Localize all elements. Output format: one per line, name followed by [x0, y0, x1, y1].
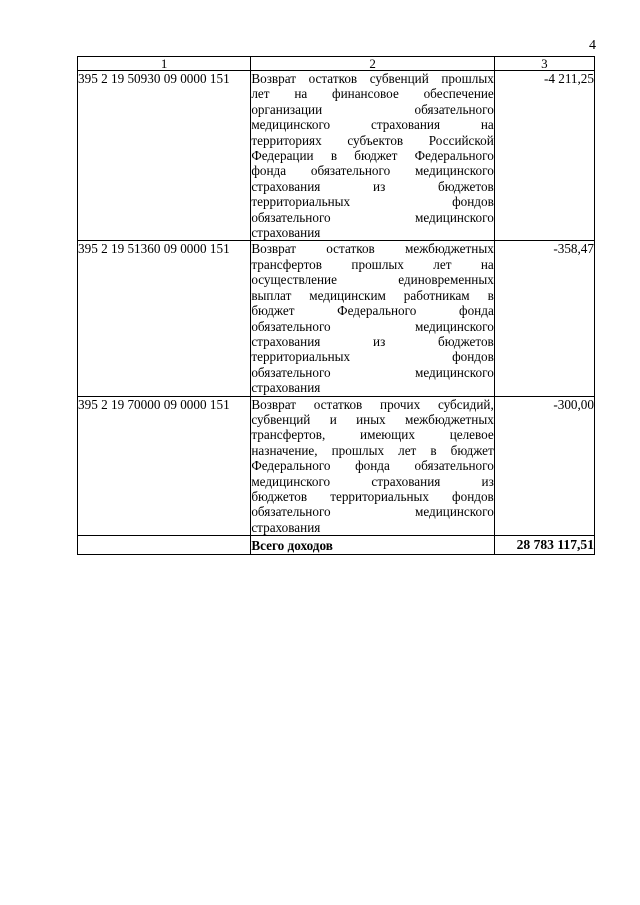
row-description — [251, 71, 494, 241]
description-line: Федерального фонда обязательного — [251, 458, 494, 474]
description-line: фонда обязательного медицинского — [251, 163, 494, 179]
row-description — [251, 241, 494, 396]
description-line: лет на финансовое обеспечение — [251, 86, 494, 102]
total-row — [78, 536, 595, 555]
description-line: территориях субъектов Российской — [251, 132, 494, 148]
row-code: 395 2 19 51360 09 0000 151 — [78, 241, 251, 396]
description-line: страхования — [251, 519, 321, 535]
description-line: Возврат остатков межбюджетных — [251, 241, 494, 257]
description-line: субвенций и иных межбюджетных — [251, 411, 494, 427]
column-header-3: 3 — [494, 57, 594, 71]
column-header-2: 2 — [251, 57, 494, 71]
row-amount: -4 211,25 — [494, 71, 594, 241]
description-line: страхования — [251, 380, 321, 396]
row-description — [251, 396, 494, 536]
description-line: обязательного медицинского — [251, 318, 494, 334]
description-line: территориальных фондов — [251, 194, 494, 210]
table-row — [78, 241, 595, 396]
description-line: страхования из бюджетов — [251, 333, 494, 349]
row-code: 395 2 19 70000 09 0000 151 — [78, 396, 251, 536]
description-line: обязательного медицинского — [251, 209, 494, 225]
description-line: медицинского страхования из — [251, 473, 494, 489]
row-amount: -300,00 — [494, 396, 594, 536]
description-line: осуществление единовременных — [251, 272, 494, 288]
income-table — [77, 56, 595, 555]
column-header-1: 1 — [78, 57, 251, 71]
description-line: страхования — [251, 225, 321, 241]
row-amount: -358,47 — [494, 241, 594, 396]
table-row — [78, 396, 595, 536]
description-line: страхования из бюджетов — [251, 178, 494, 194]
description-line: Возврат остатков субвенций прошлых — [251, 71, 494, 86]
description-line: организации обязательного — [251, 101, 494, 117]
description-line: бюджет Федерального фонда — [251, 303, 494, 319]
description-line: Федерации в бюджет Федерального — [251, 148, 494, 164]
description-line: Возврат остатков прочих субсидий, — [251, 396, 494, 412]
page-number: 4 — [589, 38, 596, 53]
description-line: медицинского страхования на — [251, 117, 494, 133]
row-code: 395 2 19 50930 09 0000 151 — [78, 71, 251, 241]
total-code — [78, 536, 251, 555]
description-line: обязательного медицинского — [251, 504, 494, 520]
description-line: назначение, прошлых лет в бюджет — [251, 442, 494, 458]
description-line: трансфертов, имеющих целевое — [251, 427, 494, 443]
description-line: трансфертов прошлых лет на — [251, 256, 494, 272]
description-line: бюджетов территориальных фондов — [251, 488, 494, 504]
description-line: обязательного медицинского — [251, 364, 494, 380]
description-line: выплат медицинским работникам в — [251, 287, 494, 303]
total-amount: 28 783 117,51 — [494, 536, 594, 555]
table-row — [78, 71, 595, 241]
table-header-row — [78, 57, 595, 71]
total-label: Всего доходов — [251, 536, 494, 555]
description-line: территориальных фондов — [251, 349, 494, 365]
